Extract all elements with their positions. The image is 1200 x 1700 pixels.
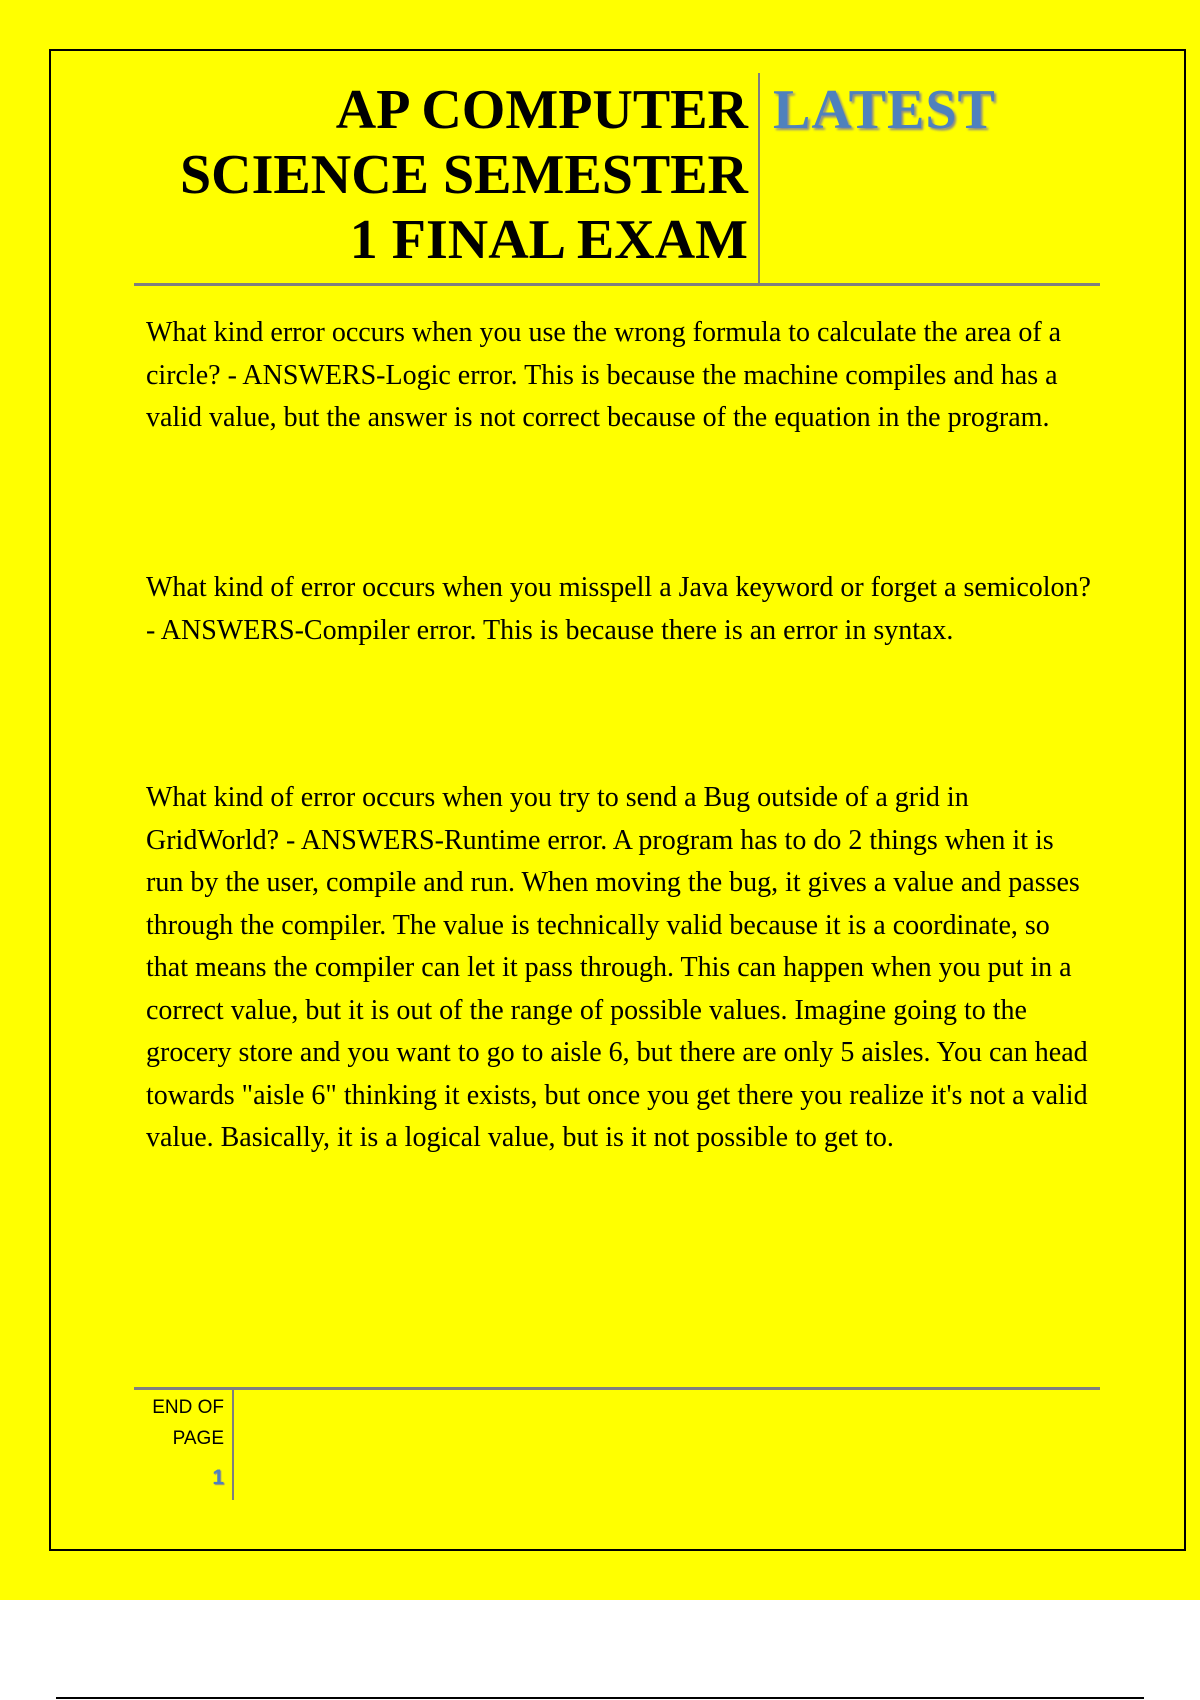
footer-divider-vertical [232, 1390, 234, 1500]
document-title [140, 78, 748, 273]
header-divider-vertical [758, 73, 760, 285]
bottom-rule [56, 1697, 1144, 1699]
footer-divider-horizontal [134, 1387, 1100, 1390]
header-divider-horizontal [134, 283, 1100, 286]
question-answer-3: What kind of error occurs when you try to send a Bug outside of a grid in GridWorld? - ANSWERS-Runtime error. A program has to do 2 things when it is run by the user, compile and run. When moving the bug, it gives a value and passes through the compiler. The value is technically valid because it is a coordinate, so that means the compiler can let it pass through. This can happen when you put in a correct value, but it is out of the range of possible values. Imagine going to the grocery store and you want to go to aisle 6, but there are only 5 aisles. You can head towards "aisle 6" thinking it exists, but once you get there you realize it's not a valid value. Basically, it is a logical value, but is it not possible to get to. [146, 782, 1088, 1153]
question-answer-1: What kind error occurs when you use the wrong formula to calculate the area of a circle? - ANSWERS-Logic error. This is because the machine compiles and has a valid value, but the answer is not correct because of the equation in the program. [146, 317, 1062, 433]
title-line-1: AP COMPUTER [335, 79, 748, 141]
latest-badge: LATEST [773, 79, 996, 141]
page-label: PAGE [172, 1428, 224, 1449]
page-number: 1 [212, 1466, 224, 1489]
end-of-page-label [140, 1392, 224, 1454]
title-line-3: 1 FINAL EXAM [349, 209, 748, 271]
question-answer-2: What kind of error occurs when you misspell a Java keyword or forget a semicolon? - ANSWERS-Compiler error. This is because there is an error in syntax. [146, 572, 1091, 646]
end-of-label: END OF [152, 1397, 224, 1418]
title-line-2: SCIENCE SEMESTER [180, 144, 748, 206]
